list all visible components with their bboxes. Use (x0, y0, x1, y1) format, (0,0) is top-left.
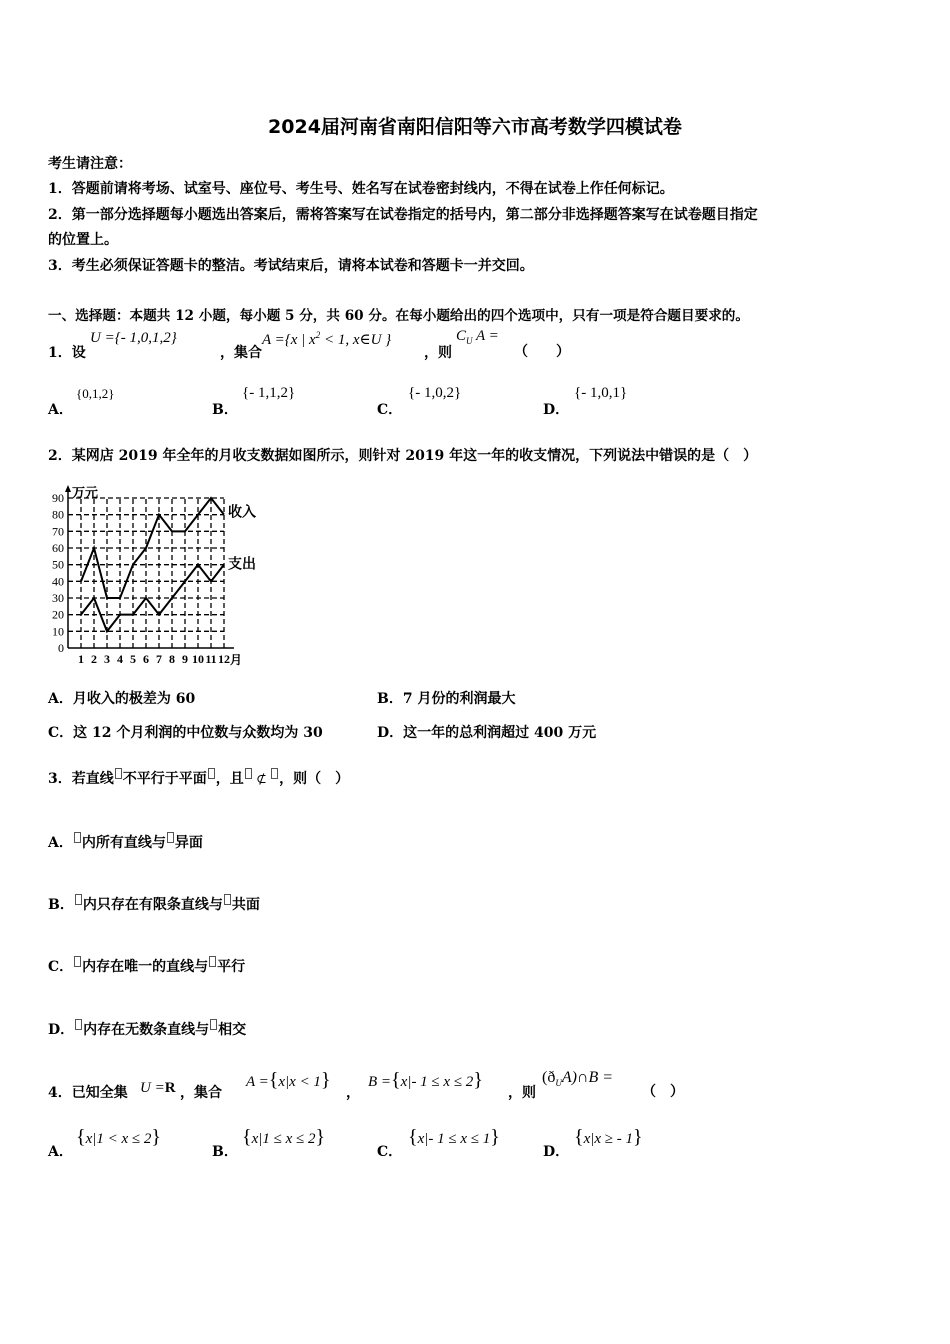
q4-option-a-letter: A． (48, 1144, 73, 1160)
plane-symbol-icon (74, 832, 81, 843)
q4-prefix: 4．已知全集 (48, 1085, 128, 1101)
y-axis-arrow-icon (65, 485, 71, 492)
series-label: 收入 (228, 505, 256, 521)
q2-option-c: C．这 12 个月利润的中位数与众数均为 30 (48, 725, 323, 741)
y-tick-label: 60 (52, 541, 64, 555)
plane-symbol-icon (75, 1019, 82, 1030)
page-title: 2024届河南省南阳信阳等六市高考数学四模试卷 (268, 116, 682, 138)
line-symbol-icon (224, 894, 231, 905)
y-tick-label: 30 (52, 591, 64, 605)
q2-option-d: D．这一年的总利润超过 400 万元 (377, 725, 597, 741)
q4-set-a: A ={x|x < 1} (246, 1069, 331, 1091)
y-tick-label: 10 (52, 624, 64, 639)
y-tick-label: 80 (52, 507, 64, 522)
q4-mid: ，集合 (180, 1085, 222, 1101)
q1-set-a: A ={x | $x^2 < 1$, x∈U } (262, 330, 392, 348)
x-axis-label: 月 (230, 653, 243, 667)
plane-symbol-icon (208, 768, 215, 779)
q1-option-d: {- 1,0,1} (574, 385, 628, 401)
plane-symbol-icon (74, 956, 81, 967)
y-axis-label: 万元 (72, 485, 99, 500)
q4-option-b-letter: B． (212, 1144, 238, 1160)
notice-item: 3．考生必须保证答题卡的整洁。考试结束后，请将本试卷和答题卡一并交回。 (48, 258, 534, 274)
x-tick-label: 4 (117, 652, 123, 666)
x-tick-label: 12 (218, 652, 230, 666)
section-heading: 一、选择题：本题共 12 小题，每小题 5 分，共 60 分。在每小题给出的四个选项中，只有一项是符合题目要求的。 (48, 308, 749, 324)
q3-stem: 3．若直线 不平行于平面 ，且 ⊄ ，则（ ） (48, 768, 349, 788)
notice-item: 1．答题前请将考场、试室号、座位号、考生号、姓名写在试卷密封线内，不得在试卷上作任何标记。 (48, 181, 674, 197)
x-tick-label: 7 (156, 652, 162, 666)
q3-option-b: B． 内只存在有限条直线与 共面 (48, 894, 260, 914)
q1-option-a-letter: A． (48, 402, 73, 418)
x-tick-label: 3 (104, 652, 110, 666)
q1-option-a: {0,1,2} (76, 386, 115, 401)
q3-option-d: D． 内存在无数条直线与 相交 (48, 1019, 246, 1039)
q1-set-u: U ={- 1,0,1,2} (90, 330, 177, 346)
notice-item: 2．第一部分选择题每小题选出答案后，需将答案写在试卷指定的括号内，第二部分非选择题答案写在试卷题目指定 (48, 207, 758, 223)
q1-complement: $C_U$ A = (456, 328, 499, 346)
plane-symbol-icon (271, 768, 278, 779)
q4-expression: $(ð_UA)\cap B$ = (542, 1069, 614, 1089)
q1-answer-paren: （ ） (514, 344, 570, 360)
y-tick-label: 0 (58, 641, 64, 655)
q2-stem: 2．某网店 2019 年全年的月收支数据如图所示，则针对 2019 年这一年的收支情况，下列说法中错误的是（ ） (48, 448, 758, 464)
y-tick-label: 70 (52, 524, 64, 539)
q4-comma: ， (346, 1085, 360, 1101)
notice-item: 的位置上。 (48, 232, 118, 248)
notice-heading: 考生请注意： (48, 156, 132, 172)
x-tick-label: 6 (143, 652, 149, 666)
q4-answer-paren: （ ） (642, 1084, 684, 1100)
q1-mid: ，集合 (220, 345, 262, 361)
q4-option-d: {x|x ≥ - 1} (574, 1126, 643, 1148)
q3-option-a: A． 内所有直线与 异面 (48, 832, 203, 852)
q1-option-b: {- 1,1,2} (242, 385, 296, 401)
q4-option-d-letter: D． (543, 1144, 570, 1160)
x-tick-label: 11 (205, 652, 217, 666)
y-tick-label: 90 (52, 491, 64, 505)
y-tick-label: 40 (52, 574, 64, 589)
q4-option-b: {x|1 ≤ x ≤ 2} (242, 1126, 326, 1148)
q3-option-c: C． 内存在唯一的直线与 平行 (48, 956, 245, 976)
y-tick-label: 20 (52, 607, 64, 622)
q2-chart (40, 482, 290, 667)
q1-option-d-letter: D． (543, 402, 570, 418)
line-symbol-icon (245, 768, 252, 779)
x-tick-label: 5 (130, 652, 136, 666)
line-symbol-icon (210, 1019, 217, 1030)
q4-option-c: {x|- 1 ≤ x ≤ 1} (408, 1126, 500, 1148)
q1-prefix: 1．设 (48, 345, 86, 361)
line-symbol-icon (209, 956, 216, 967)
line-symbol-icon (115, 768, 122, 779)
q1-option-b-letter: B． (212, 402, 238, 418)
q4-then: ，则 (508, 1085, 536, 1101)
q4-universal: U =R (140, 1080, 176, 1096)
q4-option-a: {x|1 < x ≤ 2} (76, 1126, 162, 1148)
q1-then: ，则 (424, 345, 452, 361)
line-symbol-icon (167, 832, 174, 843)
y-tick-label: 50 (52, 557, 64, 572)
series-label: 支出 (228, 557, 256, 573)
q4-option-c-letter: C． (377, 1144, 403, 1160)
x-tick-label: 10 (192, 652, 204, 666)
x-tick-label: 8 (169, 652, 175, 666)
q1-option-c: {- 1,0,2} (408, 385, 462, 401)
x-tick-label: 9 (182, 652, 188, 666)
plane-symbol-icon (75, 894, 82, 905)
q2-option-a: A．月收入的极差为 60 (48, 691, 196, 707)
q4-set-b: B ={x|- 1 ≤ x ≤ 2} (368, 1069, 483, 1091)
q1-option-c-letter: C． (377, 402, 403, 418)
x-tick-label: 1 (78, 652, 84, 666)
q2-option-b: B．7 月份的利润最大 (377, 691, 516, 707)
x-tick-label: 2 (91, 652, 97, 666)
